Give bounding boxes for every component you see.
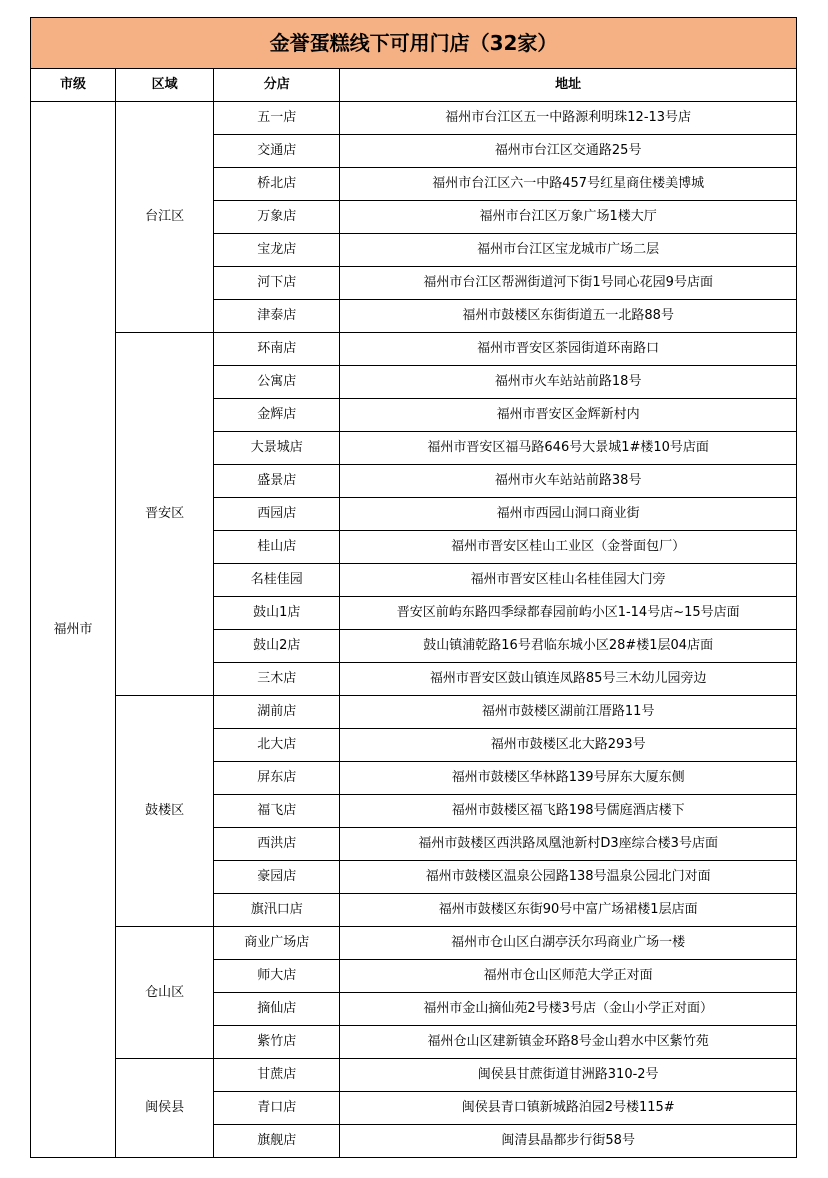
store-address-cell: 福州市台江区五一中路源利明珠12-13号店 xyxy=(340,102,797,135)
store-name-cell: 盛景店 xyxy=(214,465,340,498)
store-name-cell: 西洪店 xyxy=(214,828,340,861)
store-name-cell: 商业广场店 xyxy=(214,927,340,960)
store-address-cell: 福州市鼓楼区华林路139号屏东大厦东侧 xyxy=(340,762,797,795)
title-row xyxy=(31,18,797,69)
store-name-cell: 宝龙店 xyxy=(214,234,340,267)
store-name-cell: 河下店 xyxy=(214,267,340,300)
header-city: 市级 xyxy=(31,69,116,102)
store-address-cell: 福州市鼓楼区福飞路198号儒庭酒店楼下 xyxy=(340,795,797,828)
store-address-cell: 福州市台江区宝龙城市广场二层 xyxy=(340,234,797,267)
area-cell: 台江区 xyxy=(116,102,214,333)
store-address-cell: 福州市鼓楼区温泉公园路138号温泉公园北门对面 xyxy=(340,861,797,894)
store-name-cell: 五一店 xyxy=(214,102,340,135)
store-name-cell: 金辉店 xyxy=(214,399,340,432)
store-address-cell: 福州市晋安区福马路646号大景城1#楼10号店面 xyxy=(340,432,797,465)
store-address-cell: 福州市晋安区桂山名桂佳园大门旁 xyxy=(340,564,797,597)
store-name-cell: 桂山店 xyxy=(214,531,340,564)
table-row xyxy=(31,696,797,729)
table-row xyxy=(31,927,797,960)
area-cell: 晋安区 xyxy=(116,333,214,696)
store-name-cell: 交通店 xyxy=(214,135,340,168)
store-list-sheet xyxy=(30,17,797,1158)
store-name-cell: 公寓店 xyxy=(214,366,340,399)
city-cell: 福州市 xyxy=(31,102,116,1158)
header-address: 地址 xyxy=(340,69,797,102)
store-address-cell: 福州市台江区交通路25号 xyxy=(340,135,797,168)
store-name-cell: 津泰店 xyxy=(214,300,340,333)
store-name-cell: 旗舰店 xyxy=(214,1125,340,1158)
store-address-cell: 福州市晋安区鼓山镇连凤路85号三木幼儿园旁边 xyxy=(340,663,797,696)
store-address-cell: 福州市台江区六一中路457号红星商住楼美博城 xyxy=(340,168,797,201)
store-name-cell: 甘蔗店 xyxy=(214,1059,340,1092)
store-address-cell: 福州市晋安区茶园街道环南路口 xyxy=(340,333,797,366)
store-table-body xyxy=(31,102,797,1158)
store-name-cell: 屏东店 xyxy=(214,762,340,795)
store-address-cell: 福州仓山区建新镇金环路8号金山碧水中区紫竹苑 xyxy=(340,1026,797,1059)
store-address-cell: 福州市火车站站前路38号 xyxy=(340,465,797,498)
store-name-cell: 桥北店 xyxy=(214,168,340,201)
store-address-cell: 福州市台江区帮洲街道河下街1号同心花园9号店面 xyxy=(340,267,797,300)
store-address-cell: 福州市鼓楼区北大路293号 xyxy=(340,729,797,762)
store-name-cell: 三木店 xyxy=(214,663,340,696)
store-address-cell: 闽侯县青口镇新城路泊园2号楼115# xyxy=(340,1092,797,1125)
table-row xyxy=(31,102,797,135)
store-address-cell: 福州市鼓楼区东街街道五一北路88号 xyxy=(340,300,797,333)
store-address-cell: 福州市金山摘仙苑2号楼3号店（金山小学正对面） xyxy=(340,993,797,1026)
store-name-cell: 师大店 xyxy=(214,960,340,993)
store-name-cell: 名桂佳园 xyxy=(214,564,340,597)
store-address-cell: 闽侯县甘蔗街道甘洲路310-2号 xyxy=(340,1059,797,1092)
store-address-cell: 福州市鼓楼区东街90号中富广场裙楼1层店面 xyxy=(340,894,797,927)
store-address-cell: 晋安区前屿东路四季绿都春园前屿小区1-14号店~15号店面 xyxy=(340,597,797,630)
store-table xyxy=(30,17,797,1158)
store-name-cell: 北大店 xyxy=(214,729,340,762)
store-address-cell: 闽清县晶都步行街58号 xyxy=(340,1125,797,1158)
table-row xyxy=(31,1059,797,1092)
store-name-cell: 万象店 xyxy=(214,201,340,234)
store-address-cell: 福州市晋安区金辉新村内 xyxy=(340,399,797,432)
area-cell: 鼓楼区 xyxy=(116,696,214,927)
table-row xyxy=(31,333,797,366)
store-name-cell: 环南店 xyxy=(214,333,340,366)
store-address-cell: 福州市台江区万象广场1楼大厅 xyxy=(340,201,797,234)
store-name-cell: 鼓山1店 xyxy=(214,597,340,630)
store-name-cell: 旗汛口店 xyxy=(214,894,340,927)
store-address-cell: 福州市西园山洞口商业街 xyxy=(340,498,797,531)
store-name-cell: 紫竹店 xyxy=(214,1026,340,1059)
store-name-cell: 福飞店 xyxy=(214,795,340,828)
header-row xyxy=(31,69,797,102)
store-address-cell: 福州市火车站站前路18号 xyxy=(340,366,797,399)
store-address-cell: 鼓山镇浦乾路16号君临东城小区28#楼1层04店面 xyxy=(340,630,797,663)
store-address-cell: 福州市鼓楼区湖前江厝路11号 xyxy=(340,696,797,729)
header-area: 区域 xyxy=(116,69,214,102)
area-cell: 仓山区 xyxy=(116,927,214,1059)
store-name-cell: 鼓山2店 xyxy=(214,630,340,663)
store-address-cell: 福州市鼓楼区西洪路凤凰池新村D3座综合楼3号店面 xyxy=(340,828,797,861)
store-address-cell: 福州市仓山区白湖亭沃尔玛商业广场一楼 xyxy=(340,927,797,960)
store-name-cell: 豪园店 xyxy=(214,861,340,894)
store-name-cell: 大景城店 xyxy=(214,432,340,465)
store-name-cell: 青口店 xyxy=(214,1092,340,1125)
sheet-title: 金誉蛋糕线下可用门店（32家） xyxy=(31,18,797,69)
store-name-cell: 西园店 xyxy=(214,498,340,531)
header-store: 分店 xyxy=(214,69,340,102)
area-cell: 闽侯县 xyxy=(116,1059,214,1158)
store-address-cell: 福州市晋安区桂山工业区（金誉面包厂） xyxy=(340,531,797,564)
store-name-cell: 湖前店 xyxy=(214,696,340,729)
store-name-cell: 摘仙店 xyxy=(214,993,340,1026)
store-address-cell: 福州市仓山区师范大学正对面 xyxy=(340,960,797,993)
